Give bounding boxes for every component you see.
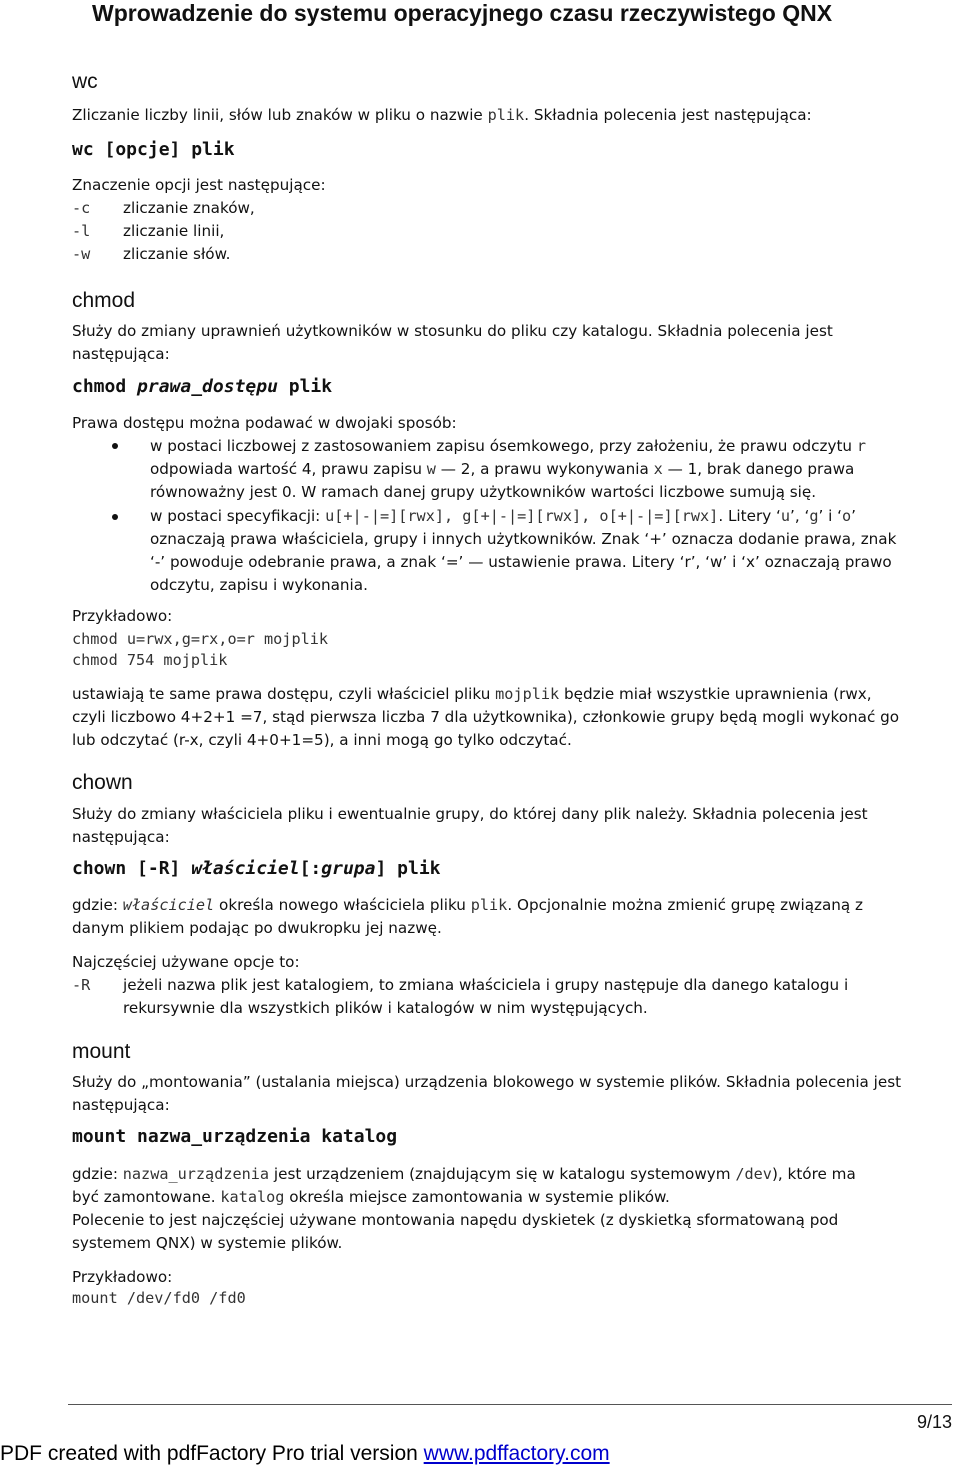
pdf-banner: PDF created with pdfFactory Pro trial version www.pdffactory.com bbox=[0, 1442, 610, 1465]
mount-note-line2: systemem QNX) w systemie plików. bbox=[72, 1234, 343, 1252]
page-header: Wprowadzenie do systemu operacyjnego czasu rzeczywistego QNX bbox=[92, 0, 833, 26]
chmod-example-label: Przykładowo: bbox=[72, 607, 173, 625]
wc-option-w: -w zliczanie słów. bbox=[72, 245, 231, 263]
footer-divider bbox=[68, 1404, 952, 1405]
mount-example: mount /dev/fd0 /fd0 bbox=[72, 1289, 246, 1307]
chmod-bullet1-line3: równoważny jest 0. W ramach danej grupy użytkowników wartości liczbowe sumują się. bbox=[150, 483, 817, 501]
mount-syntax: mount nazwa_urządzenia katalog bbox=[72, 1126, 398, 1147]
bullet-dot bbox=[112, 443, 118, 449]
wc-syntax: wc [opcje] plik bbox=[72, 139, 235, 160]
chown-option-R: -R jeżeli nazwa plik jest katalogiem, to zmiana właściciela i grupy następuje dla danego katalogu i bbox=[72, 976, 849, 994]
chmod-bullet1-line2: odpowiada wartość 4, prawu zapisu w — 2, a prawu wykonywania x — 1, brak danego prawa bbox=[150, 460, 855, 478]
chmod-bullet1-line1: w postaci liczbowej z zastosowaniem zapisu ósemkowego, przy założeniu, że prawu odczytu r bbox=[150, 437, 867, 455]
chown-where-line1: gdzie: właściciel określa nowego właściciela pliku plik. Opcjonalnie można zmienić grupę związaną z bbox=[72, 896, 864, 914]
chmod-intro-line1: Służy do zmiany uprawnień użytkowników w stosunku do pliku czy katalogu. Składnia polecenia jest bbox=[72, 322, 833, 340]
chown-opts-intro: Najczęściej używane opcje to: bbox=[72, 953, 300, 971]
wc-options-intro: Znaczenie opcji jest następujące: bbox=[72, 176, 326, 194]
chown-syntax: chown [-R] właściciel[:grupa] plik bbox=[72, 858, 441, 879]
chmod-bullet2-line2: oznaczają prawa właściciela, grupy i innych użytkowników. Znak ‘+’ oznacza dodanie prawa, znak bbox=[150, 530, 897, 548]
wc-heading: wc bbox=[72, 70, 98, 93]
mount-intro-line1: Służy do „montowania” (ustalania miejsca) urządzenia blokowego w systemie plików. Składnia polecenia jest bbox=[72, 1073, 902, 1091]
chown-option-R-line2: rekursywnie dla wszystkich plików i katalogów w nim występujących. bbox=[123, 999, 648, 1017]
chmod-result-line2: czyli liczbowo 4+2+1 =7, stąd pierwsza liczba 7 dla użytkownika), członkowie grupy będą mogli wykonać go bbox=[72, 708, 900, 726]
chmod-intro-line2: następująca: bbox=[72, 345, 170, 363]
chmod-example-2: chmod 754 mojplik bbox=[72, 651, 228, 669]
page-number: 9/13 bbox=[916, 1412, 952, 1432]
chmod-ways: Prawa dostępu można podawać w dwojaki sposób: bbox=[72, 414, 457, 432]
mount-example-label: Przykładowo: bbox=[72, 1268, 173, 1286]
chmod-heading: chmod bbox=[72, 289, 136, 312]
wc-option-c: -c zliczanie znaków, bbox=[72, 199, 255, 217]
mount-intro-line2: następująca: bbox=[72, 1096, 170, 1114]
mount-where-line1: gdzie: nazwa_urządzenia jest urządzeniem (znajdującym się w katalogu systemowym /dev), które ma bbox=[72, 1165, 856, 1183]
wc-option-l: -l zliczanie linii, bbox=[72, 222, 225, 240]
chmod-result-line3: lub odczytać (r-x, czyli 4+0+1=5), a inni mogą go tylko odczytać. bbox=[72, 731, 572, 749]
chmod-syntax: chmod prawa_dostępu plik bbox=[72, 376, 333, 397]
chmod-example-1: chmod u=rwx,g=rx,o=r mojplik bbox=[72, 630, 329, 648]
wc-intro: Zliczanie liczby linii, słów lub znaków w pliku o nazwie plik. Składnia polecenia jest następująca: bbox=[72, 106, 812, 124]
chown-heading: chown bbox=[72, 771, 133, 794]
pdffactory-link[interactable]: www.pdffactory.com bbox=[423, 1442, 610, 1465]
mount-note-line1: Polecenie to jest najczęściej używane montowania napędu dyskietek (z dyskietką sformatowaną pod bbox=[72, 1211, 839, 1229]
chown-intro-line2: następująca: bbox=[72, 828, 170, 846]
chmod-bullet2-line1: w postaci specyfikacji: u[+|-|=][rwx], g[+|-|=][rwx], o[+|-|=][rwx]. Litery ‘u’, ‘g’ i ‘o’ bbox=[150, 507, 856, 525]
bullet-dot bbox=[112, 514, 118, 520]
chmod-bullet2-line4: odczytu, zapisu i wykonania. bbox=[150, 576, 368, 594]
mount-heading: mount bbox=[72, 1040, 131, 1063]
chown-where-line2: danym plikiem podając po dwukropku jej nazwę. bbox=[72, 919, 442, 937]
chmod-result-line1: ustawiają te same prawa dostępu, czyli właściciel pliku mojplik będzie miał wszystkie uprawnienia (rwx, bbox=[72, 685, 872, 703]
chmod-bullet2-line3: ‘-’ powoduje odebranie prawa, a znak ‘=’ — ustawienie prawa. Litery ‘r’, ‘w’ i ‘x’ oznaczają prawo bbox=[150, 553, 892, 571]
chown-intro-line1: Służy do zmiany właściciela pliku i ewentualnie grupy, do której dany plik należy. Składnia polecenia jest bbox=[72, 805, 868, 823]
mount-where-line2: być zamontowane. katalog określa miejsce zamontowania w systemie plików. bbox=[72, 1188, 670, 1206]
